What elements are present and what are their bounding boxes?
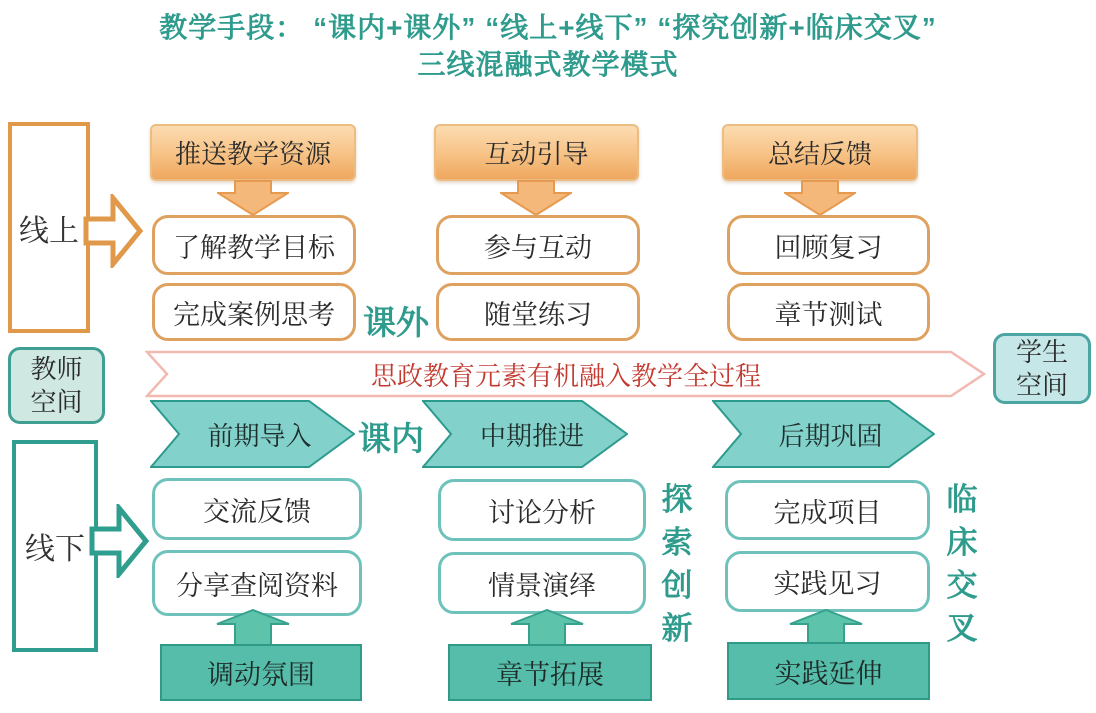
ideology-banner-arrow xyxy=(145,350,987,398)
in-class-label: 课内 xyxy=(358,420,424,457)
stage-chevron-1 xyxy=(150,400,355,468)
offline-side-box xyxy=(12,440,98,652)
online-side-label: 线上 xyxy=(19,214,79,248)
up-arrow-icon xyxy=(788,609,864,646)
stage-2-label: 中期推进 xyxy=(479,420,584,451)
online-col2-item1: 参与互动 xyxy=(436,215,640,275)
online-col3-item2: 章节测试 xyxy=(727,283,930,341)
offline-col2-item2: 情景演绎 xyxy=(438,552,646,614)
online-col1-item1: 了解教学目标 xyxy=(152,215,356,275)
down-arrow-icon xyxy=(217,180,289,216)
up-arrow-icon xyxy=(509,609,585,646)
teacher-space-box xyxy=(8,347,105,424)
online-col1-header: 推送教学资源 xyxy=(150,124,356,181)
page-subtitle: 三线混融式教学模式 xyxy=(417,49,679,80)
ideology-banner-text: 思政教育元素有机融入教学全过程 xyxy=(370,360,761,391)
out-of-class-label: 课外 xyxy=(363,304,429,341)
student-space-box xyxy=(993,333,1091,404)
down-arrow-icon xyxy=(500,180,572,216)
online-col2-header: 互动引导 xyxy=(434,124,639,181)
stage-chevron-2 xyxy=(422,400,628,468)
stage-chevron-3 xyxy=(712,400,935,468)
offline-col1-item2: 分享查阅资料 xyxy=(152,550,362,616)
offline-side-label: 线下 xyxy=(25,533,85,566)
offline-right-arrow-icon xyxy=(88,504,150,578)
support-box-3: 实践延伸 xyxy=(727,642,930,700)
stage-3-label: 后期巩固 xyxy=(778,420,883,451)
explore-innovate-label: 探索创新 xyxy=(661,482,693,646)
up-arrow-icon xyxy=(215,609,291,646)
offline-col3-item2: 实践见习 xyxy=(725,551,930,612)
student-space-label: 学生空间 xyxy=(1015,336,1068,400)
online-col3-header: 总结反馈 xyxy=(722,124,918,181)
online-col1-item2: 完成案例思考 xyxy=(152,283,356,341)
offline-col2-item1: 讨论分析 xyxy=(438,479,646,541)
page-title: 教学手段： “课内+课外” “线上+线下” “探究创新+临床交叉” xyxy=(159,12,937,43)
support-box-1: 调动氛围 xyxy=(160,644,362,701)
clinical-cross-label: 临床交叉 xyxy=(946,482,978,646)
offline-col1-item1: 交流反馈 xyxy=(152,478,362,540)
online-col3-item1: 回顾复习 xyxy=(727,215,930,275)
online-side-box xyxy=(8,122,90,333)
online-col2-item2: 随堂练习 xyxy=(436,283,640,341)
teacher-space-label: 教师空间 xyxy=(30,353,83,417)
stage-1-label: 前期导入 xyxy=(207,420,312,451)
support-box-2: 章节拓展 xyxy=(448,644,652,701)
down-arrow-icon xyxy=(784,180,856,216)
offline-col3-item1: 完成项目 xyxy=(725,480,930,540)
online-right-arrow-icon xyxy=(82,194,144,268)
